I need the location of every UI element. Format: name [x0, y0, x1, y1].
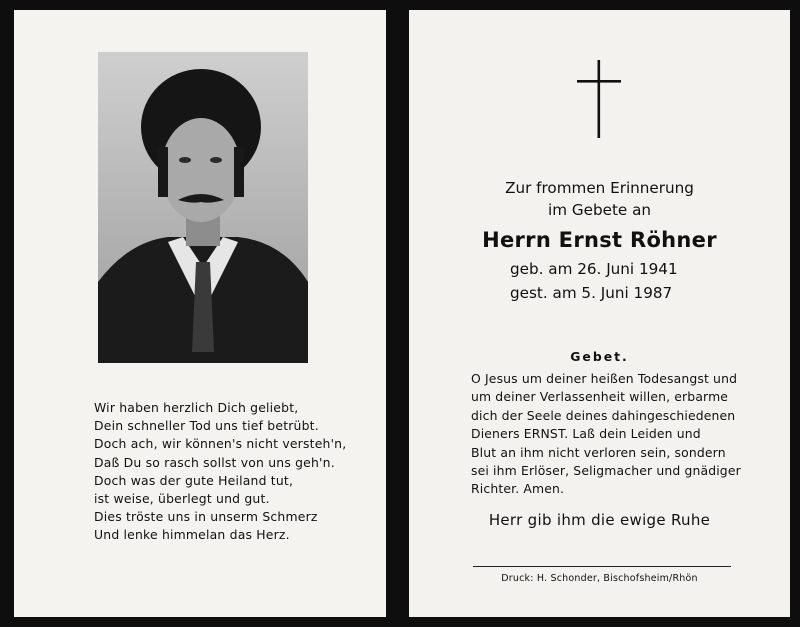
- portrait-photo: [98, 52, 308, 363]
- poem-line: Dies tröste uns in unserm Schmerz: [94, 509, 318, 525]
- intro-line-1: Zur frommen Erinnerung: [505, 179, 694, 197]
- prayer-line: Blut an ihm nicht verloren sein, sondern: [471, 444, 726, 460]
- poem-line: ist weise, überlegt und gut.: [94, 491, 270, 507]
- cross-icon: [577, 60, 621, 140]
- poem: [94, 399, 384, 545]
- prayer-line: dich der Seele deines dahingeschiedenen: [471, 407, 736, 423]
- birth-date: geb. am 26. Juni 1941: [510, 260, 678, 278]
- printer-credit: Druck: H. Schonder, Bischofsheim/Rhön: [501, 573, 698, 584]
- intro-line-2: im Gebete an: [548, 201, 651, 219]
- closing-line: Herr gib ihm die ewige Ruhe: [488, 511, 711, 529]
- poem-line: Wir haben herzlich Dich geliebt,: [94, 400, 299, 415]
- death-date: gest. am 5. Juni 1987: [510, 284, 673, 302]
- prayer-line: Dieners ERNST. Laß dein Leiden und: [471, 426, 701, 442]
- deceased-name: Herrn Ernst Röhner: [482, 228, 717, 252]
- poem-line: Dein schneller Tod uns tief betrübt.: [94, 418, 319, 434]
- prayer-line: Richter. Amen.: [471, 481, 565, 497]
- prayer-line: um deiner Verlassenheit willen, erbarme: [471, 389, 729, 405]
- prayer-line: O Jesus um deiner heißen Todesangst und: [471, 371, 738, 386]
- portrait-image: [98, 52, 308, 363]
- prayer-title: Gebet.: [570, 349, 629, 364]
- poem-line: Doch ach, wir können's nicht versteh'n,: [94, 436, 347, 452]
- right-card: [409, 10, 790, 617]
- poem-line: Und lenke himmelan das Herz.: [94, 527, 290, 543]
- poem-line: Doch was der gute Heiland tut,: [94, 472, 294, 488]
- poem-line: Daß Du so rasch sollst von uns geh'n.: [94, 454, 335, 470]
- left-card: [14, 10, 386, 617]
- divider: [473, 566, 731, 567]
- prayer-text: [471, 370, 771, 499]
- prayer-line: sei ihm Erlöser, Seligmacher und gnädiger: [471, 463, 741, 479]
